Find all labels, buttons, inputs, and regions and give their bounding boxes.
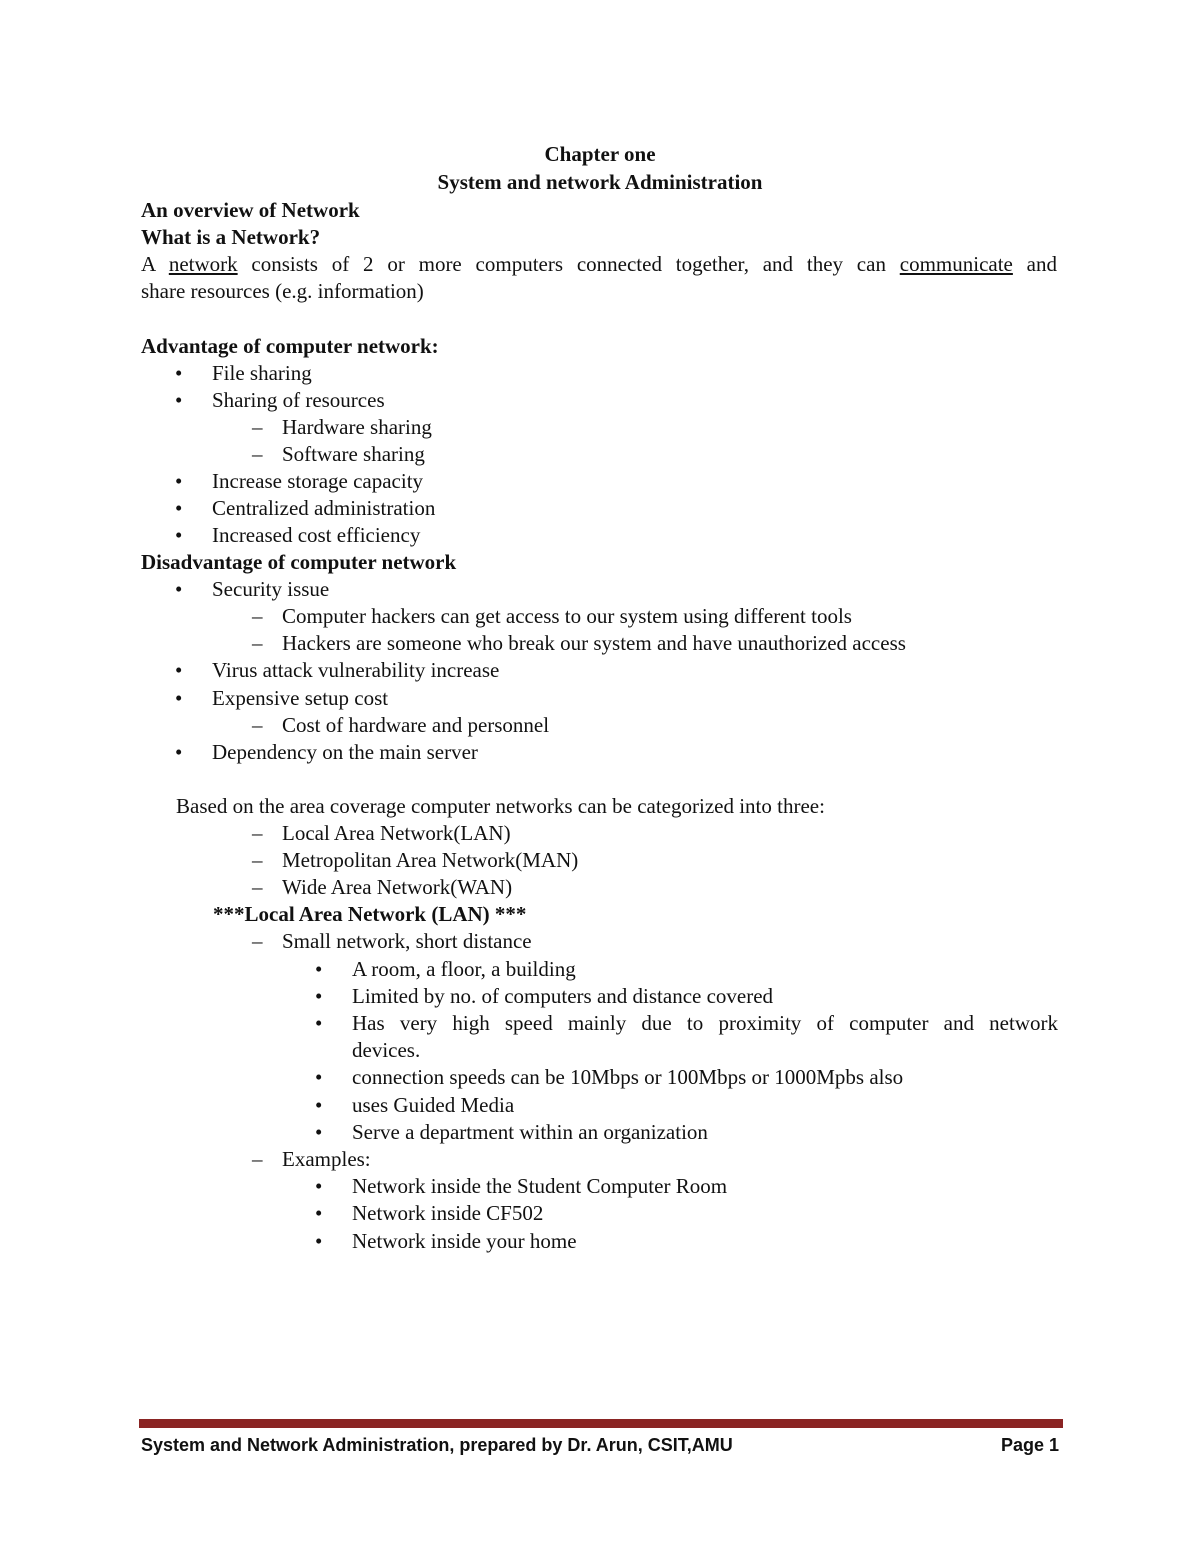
list-item: • Increased cost efficiency — [212, 522, 420, 549]
network-question: What is a Network? — [141, 225, 321, 249]
list-item: • Centralized administration — [212, 495, 435, 522]
document-subject: System and network Administration — [437, 170, 763, 194]
list-item: • Has very high speed mainly due to proximity of computer and network — [352, 1010, 1058, 1037]
list-item: • Dependency on the main server — [212, 739, 478, 766]
definition-text: consists of 2 or more computers connected together, and they can — [237, 252, 900, 276]
footer-rule — [139, 1419, 1063, 1428]
sub-list-item: – Computer hackers can get access to our system using different tools — [282, 603, 852, 630]
sub-list-item: – Wide Area Network(WAN) — [282, 874, 512, 901]
network-definition-line1 — [141, 251, 1057, 278]
sub-list-item: – Metropolitan Area Network(MAN) — [282, 847, 578, 874]
list-item: • File sharing — [212, 360, 312, 387]
term-communicate: communicate — [899, 252, 1013, 276]
sub-list-item: – Software sharing — [282, 441, 425, 468]
categories-intro: Based on the area coverage computer networks can be categorized into three: — [176, 794, 825, 818]
definition-text: A — [141, 252, 169, 276]
sub-list-item: – Examples: — [282, 1146, 371, 1173]
list-item: • Network inside CF502 — [352, 1200, 543, 1227]
definition-text: and — [1012, 252, 1057, 276]
list-item: • Virus attack vulnerability increase — [212, 657, 499, 684]
disadvantages-heading: Disadvantage of computer network — [141, 550, 457, 574]
sub-list-item: – Small network, short distance — [282, 928, 532, 955]
list-item: • A room, a floor, a building — [352, 956, 576, 983]
sub-list-item: – Cost of hardware and personnel — [282, 712, 549, 739]
footer-title: System and Network Administration, prepared by Dr. Arun, CSIT,AMU — [141, 1435, 733, 1455]
sub-list-item: – Hackers are someone who break our system and have unauthorized access — [282, 630, 906, 657]
sub-list-item: – Local Area Network(LAN) — [282, 820, 511, 847]
list-item: • Network inside your home — [352, 1228, 577, 1255]
list-item: • Serve a department within an organization — [352, 1119, 708, 1146]
lan-heading: ***Local Area Network (LAN) *** — [213, 902, 527, 926]
sub-list-item: – Hardware sharing — [282, 414, 432, 441]
advantages-heading: Advantage of computer network: — [141, 334, 439, 358]
overview-heading: An overview of Network — [141, 198, 360, 222]
list-item-continuation: devices. — [352, 1038, 421, 1062]
page-number: Page 1 — [1000, 1435, 1059, 1455]
list-item: • Increase storage capacity — [212, 468, 423, 495]
list-item: • Limited by no. of computers and distance covered — [352, 983, 773, 1010]
list-item: • connection speeds can be 10Mbps or 100Mbps or 1000Mpbs also — [352, 1064, 903, 1091]
network-definition-line2: share resources (e.g. information) — [141, 279, 424, 303]
list-item: • Expensive setup cost — [212, 685, 388, 712]
list-item: • uses Guided Media — [352, 1092, 514, 1119]
list-item: • Network inside the Student Computer Room — [352, 1173, 727, 1200]
term-network: network — [168, 252, 238, 276]
chapter-title: Chapter one — [544, 142, 656, 166]
list-item: • Sharing of resources — [212, 387, 385, 414]
list-item: • Security issue — [212, 576, 329, 603]
